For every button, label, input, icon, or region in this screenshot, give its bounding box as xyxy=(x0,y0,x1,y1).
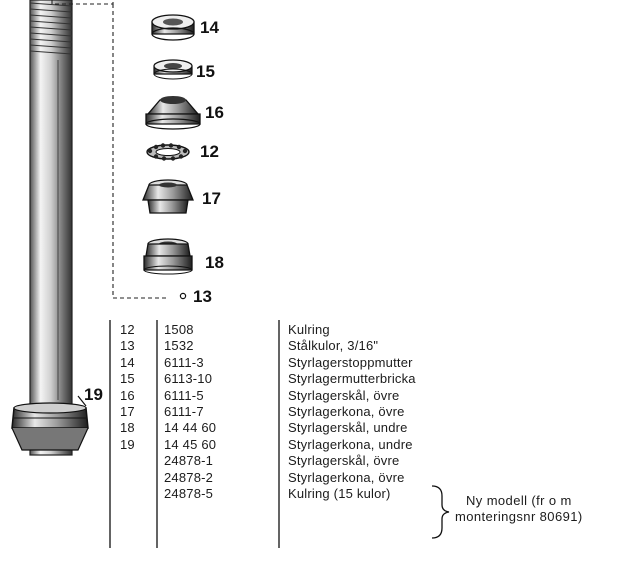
pos-cell: 17 xyxy=(120,403,135,419)
steerer-tube xyxy=(30,0,72,455)
part-name-cell: Styrlagerskål, övre xyxy=(288,387,400,403)
new-model-note-line1: Ny modell (fr o m xyxy=(466,493,572,508)
part-number-cell: 14 44 60 xyxy=(164,420,217,436)
part-number-column xyxy=(164,322,216,502)
part-name-cell: Styrlagermutterbricka xyxy=(288,371,416,387)
callout-15: 15 xyxy=(196,62,215,81)
part-name-cell: Styrlagerkona, undre xyxy=(288,436,413,452)
pos-cell: 12 xyxy=(120,322,135,337)
callout-17: 17 xyxy=(202,189,221,208)
lower-cone-19 xyxy=(12,403,88,450)
part-number-cell: 6111-7 xyxy=(164,403,204,419)
callout-19: 19 xyxy=(84,385,103,404)
part-name-cell: Styrlagerskål, undre xyxy=(288,420,408,436)
new-model-note-line2: monteringsnr 80691) xyxy=(455,509,583,524)
pos-cell xyxy=(120,470,135,486)
callout-16: 16 xyxy=(205,103,224,122)
part-number-cell: 6111-3 xyxy=(164,354,204,370)
pos-cell: 15 xyxy=(120,371,135,387)
lower-cup-18 xyxy=(144,239,192,274)
upper-cup-16 xyxy=(146,96,200,129)
part-name-cell: Stålkulor, 3/16" xyxy=(288,338,379,354)
pos-cell: 18 xyxy=(120,420,135,436)
pos-cell xyxy=(120,453,135,469)
callout-18: 18 xyxy=(205,253,224,272)
new-model-brace xyxy=(432,486,449,538)
part-name-column xyxy=(288,322,416,502)
pos-cell: 16 xyxy=(120,387,135,403)
callout-14: 14 xyxy=(200,18,219,37)
part-name-cell: Styrlagerskål, övre xyxy=(288,453,400,469)
stop-nut-14 xyxy=(152,15,194,40)
callout-13: 13 xyxy=(193,287,212,306)
upper-cone-17 xyxy=(143,180,193,213)
pos-cell xyxy=(120,486,135,502)
part-number-cell: 1508 xyxy=(164,322,194,337)
part-number-cell: 24878-5 xyxy=(164,485,214,501)
part-name-cell: Kulring (15 kulor) xyxy=(288,485,391,501)
part-number-cell: 24878-2 xyxy=(164,469,214,485)
part-number-cell: 1532 xyxy=(164,338,194,354)
part-number-cell: 6111-5 xyxy=(164,387,204,403)
part-name-cell: Styrlagerkona, övre xyxy=(288,403,405,419)
part-name-cell: Styrlagerstoppmutter xyxy=(288,354,413,370)
part-number-cell: 6113-10 xyxy=(164,371,213,387)
callout-12: 12 xyxy=(200,142,219,161)
part-name-cell: Styrlagerkona, övre xyxy=(288,469,405,485)
pos-cell: 13 xyxy=(120,338,135,354)
part-number-cell: 14 45 60 xyxy=(164,436,217,452)
steel-ball-13 xyxy=(180,293,185,298)
ball-retainer-12 xyxy=(147,143,189,160)
pos-cell: 14 xyxy=(120,354,135,370)
part-name-cell: Kulring xyxy=(288,322,330,337)
pos-column xyxy=(120,322,135,502)
washer-15 xyxy=(154,60,192,79)
pos-cell: 19 xyxy=(120,436,135,452)
part-number-cell: 24878-1 xyxy=(164,453,214,469)
